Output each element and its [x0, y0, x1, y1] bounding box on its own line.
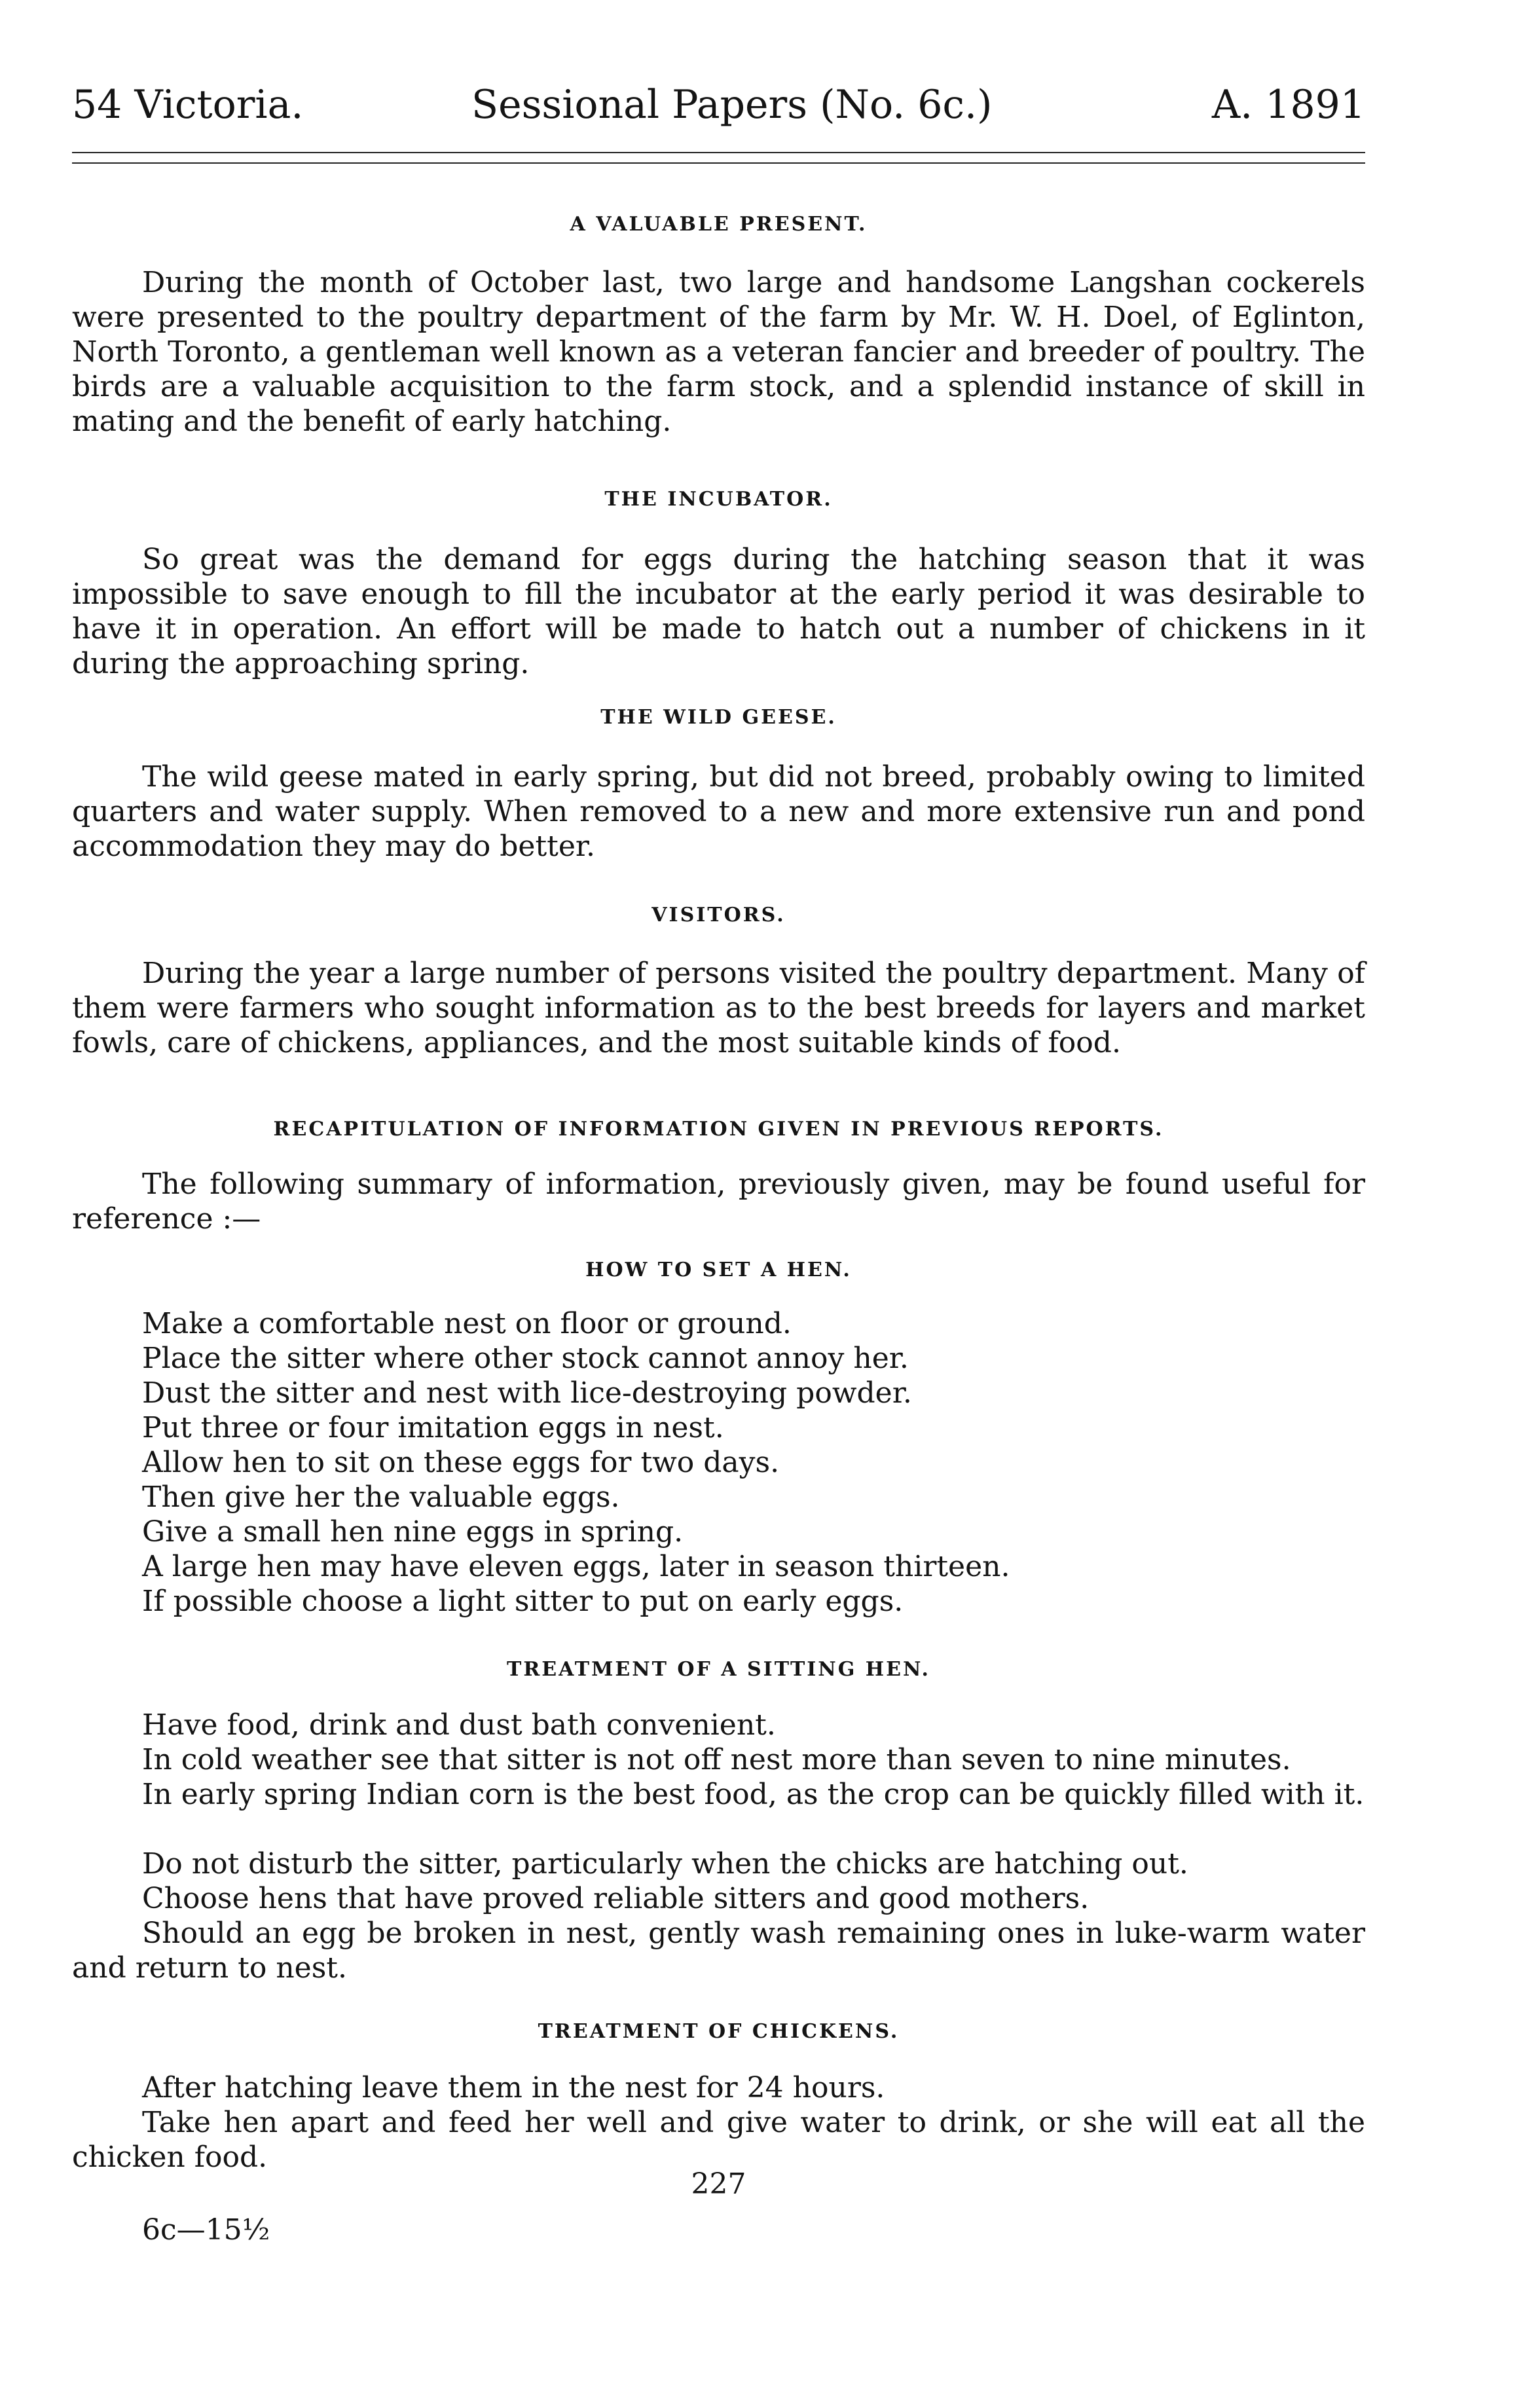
set-hen-item: Give a small hen nine eggs in spring.: [142, 1515, 684, 1549]
set-hen-item: Place the sitter where other stock cannot annoy her.: [142, 1342, 909, 1375]
heading-wild-geese: THE WILD GEESE.: [600, 706, 837, 729]
set-hen-item: Dust the sitter and nest with lice-destroying powder.: [142, 1376, 912, 1410]
set-hen-item: A large hen may have eleven eggs, later in season thirteen.: [142, 1550, 1010, 1583]
header-year: A. 1891: [1211, 82, 1365, 128]
paragraph-recapitulation: The following summary of information, previously given, may be found useful for reference :—: [72, 1167, 1365, 1236]
document-page: [72, 0, 1365, 2390]
header-rule-top: [72, 152, 1365, 153]
heading-visitors: VISITORS.: [651, 904, 786, 927]
sitting-hen-item: Have food, drink and dust bath convenient.: [142, 1708, 776, 1742]
chickens-item: Take hen apart and feed her well and give water to drink, or she will eat all the chicken food.: [72, 2106, 1365, 2174]
set-hen-item: If possible choose a light sitter to put on early eggs.: [142, 1585, 904, 1618]
header-session: 54 Victoria.: [72, 82, 304, 128]
signature-mark: 6c—15½: [142, 2213, 270, 2247]
paragraph-valuable-present: During the month of October last, two large and handsome Langshan cockerels were presented to the poultry department of the farm by Mr. W. H. Doel, of Eglinton, North Toronto, a gentleman well known as a veteran fancier and breeder of poultry. The birds are a valuable acquisition to the farm stock, and a splendid instance of skill in mating and the benefit of early hatching.: [72, 266, 1365, 438]
set-hen-item: Make a comfortable nest on floor or ground.: [142, 1307, 792, 1340]
sitting-hen-item: Should an egg be broken in nest, gently wash remaining ones in luke-warm water and return to nest.: [72, 1917, 1365, 1985]
sitting-hen-item: In early spring Indian corn is the best food, as the crop can be quickly filled with it.: [142, 1778, 1365, 1811]
sitting-hen-item: In cold weather see that sitter is not off nest more than seven to nine minutes.: [142, 1743, 1291, 1776]
heading-recapitulation: RECAPITULATION OF INFORMATION GIVEN IN PREVIOUS REPORTS.: [273, 1118, 1164, 1141]
header-rule-bottom: [72, 162, 1365, 164]
heading-chickens: TREATMENT OF CHICKENS.: [538, 2020, 900, 2043]
sitting-hen-item: Do not disturb the sitter, particularly when the chicks are hatching out.: [142, 1847, 1188, 1881]
set-hen-item: Put three or four imitation eggs in nest.: [142, 1411, 724, 1444]
set-hen-item: Allow hen to sit on these eggs for two days.: [142, 1446, 780, 1479]
sitting-hen-item: Choose hens that have proved reliable sitters and good mothers.: [142, 1882, 1090, 1915]
running-head: [72, 79, 1365, 131]
heading-valuable-present: A VALUABLE PRESENT.: [570, 213, 868, 236]
page-number: 227: [691, 2167, 746, 2201]
paragraph-wild-geese: The wild geese mated in early spring, but did not breed, probably owing to limited quarters and water supply. When removed to a new and more extensive run and pond accommodation they may do better.: [72, 760, 1365, 863]
set-hen-item: Then give her the valuable eggs.: [142, 1480, 620, 1514]
paragraph-incubator: So great was the demand for eggs during the hatching season that it was impossible to save enough to fill the incubator at the early period it was desirable to have it in operation. An effort will be made to hatch out a number of chickens in it during the approaching spring.: [72, 543, 1365, 680]
paragraph-visitors: During the year a large number of persons visited the poultry department. Many of them were farmers who sought information as to the best breeds for layers and market fowls, care of chickens, appliances, and the most suitable kinds of food.: [72, 957, 1365, 1059]
header-title: Sessional Papers (No. 6c.): [471, 82, 993, 128]
chickens-item: After hatching leave them in the nest for 24 hours.: [142, 2071, 885, 2105]
heading-incubator: THE INCUBATOR.: [604, 488, 833, 511]
heading-set-hen: HOW TO SET A HEN.: [585, 1259, 852, 1281]
heading-sitting-hen: TREATMENT OF A SITTING HEN.: [507, 1658, 930, 1681]
